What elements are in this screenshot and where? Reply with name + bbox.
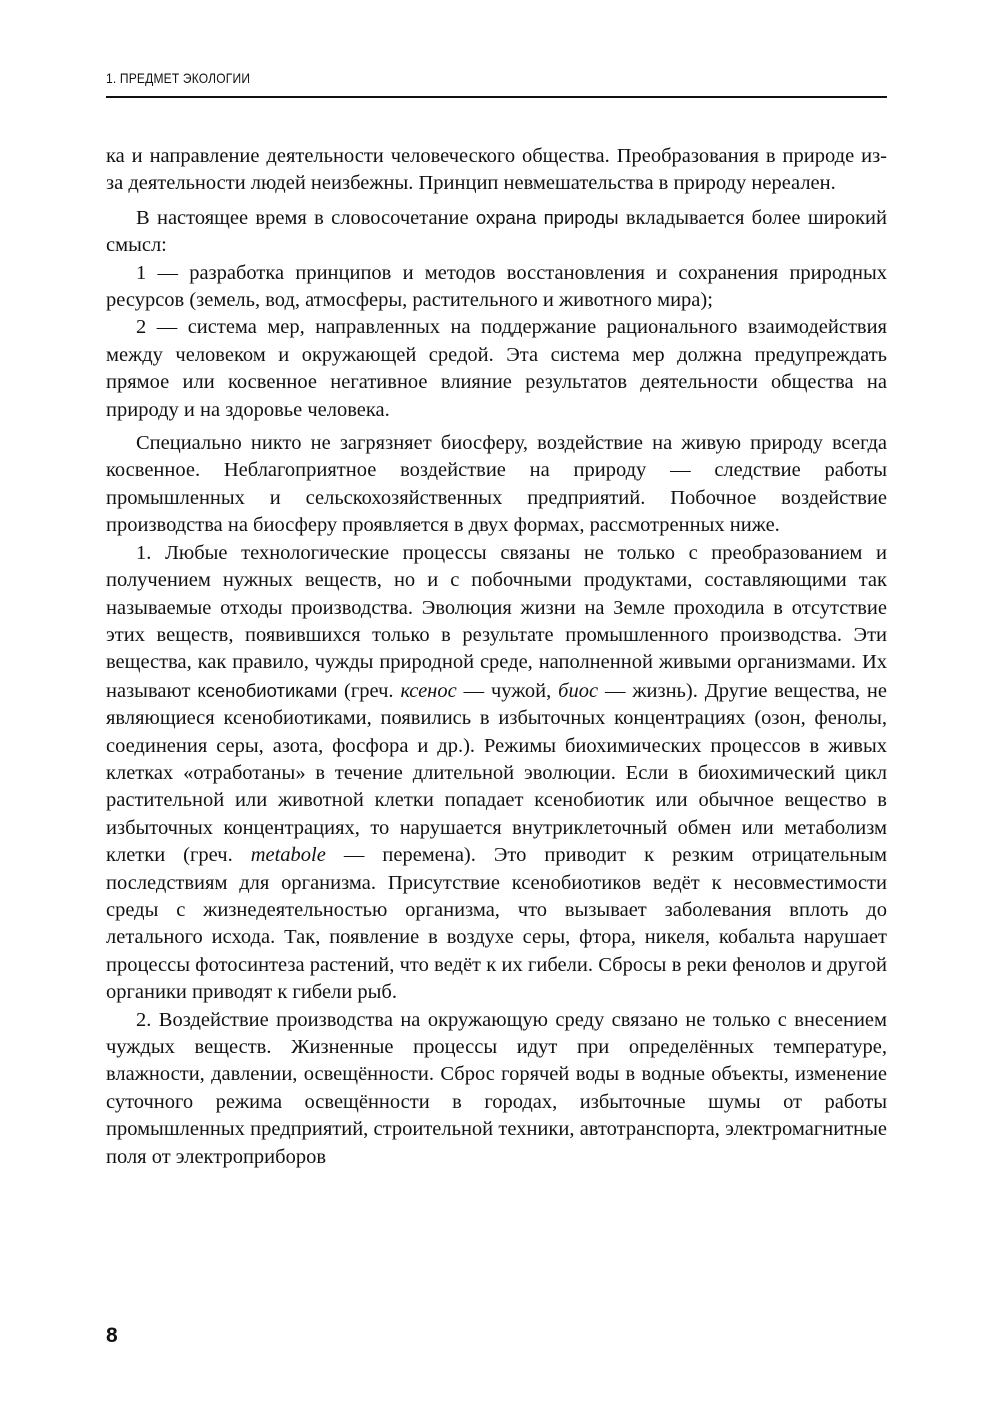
paragraph-3: 1 — разработка принципов и методов восстановления и сохранения природных ресурсов (земель, вод, атмосферы, растительного и животного мира); — [106, 261, 887, 312]
body-text — [106, 143, 887, 1171]
paragraph-6-part-d: — жизнь). Другие вещества, не являющиеся ксенобиотиками, появились в избыточных концентрациях (озон, фенолы, соединения серы, азота, фосфора и др.). Режимы биохимических процессов в живых клетках «отработаны» в течение длительной эволюции. Если в биохимический цикл растительной или животной клетки попадает ксенобиотик или обычное вещество в избыточных концентрациях, то нарушается внутриклеточный обмен или метаболизм клетки (греч. — [106, 679, 888, 867]
paragraph-6-part-b: (греч. — [337, 679, 401, 702]
page-number: 8 — [106, 1324, 118, 1347]
paragraph-4: 2 — система мер, направленных на поддержание рационального взаимодействия между человеком и окружающей средой. Эта система мер должна предупреждать прямое или косвенное негативное влияние результатов деятельности общества на природу и на здоровье человека. — [106, 316, 887, 421]
italic-bios: биос — [558, 679, 599, 702]
paragraph-2 — [106, 204, 887, 260]
paragraph-2-lead: В настоящее время в словосочетание — [136, 206, 476, 229]
paragraph-7: 2. Воздействие производства на окружающую среду связано не только с внесением чуждых веществ. Жизненные процессы идут при определённых температуре, влажности, давлении, освещённости. Сброс горячей воды в водные объекты, изменение суточного режима освещённости в городах, избыточные шумы от работы промышленных предприятий, строительной техники, автотранспорта, электромагнитные поля от электроприборов — [106, 1008, 887, 1168]
term-xenobiotics: ксенобиотиками — [197, 679, 338, 701]
paragraph-5: Специально никто не загрязняет биосферу, воздействие на живую природу всегда косвенное. Неблагоприятное воздействие на природу — следствие работы промышленных и сельскохозяйственных предприятий. Побочное воздействие производства на биосферу проявляется в двух формах, рассмотренных ниже. — [106, 432, 887, 537]
header-rule — [106, 96, 887, 98]
italic-xenos: ксенос — [400, 679, 457, 702]
paragraph-2-tail: вкладывается более широкий смысл: — [106, 206, 887, 257]
term-nature-protection: охрана природы — [475, 206, 619, 228]
paragraph-6-part-c: — чужой, — [456, 679, 559, 702]
running-head: 1. ПРЕДМЕТ ЭКОЛОГИИ — [106, 70, 251, 86]
italic-metabole: metabole — [250, 844, 326, 867]
paragraph-6-part-e: — перемена). Это приводит к резким отрицательным последствиям для организма. Присутствие ксенобиотиков ведёт к несовместимости среды с жизнедеятельностью организма, что вызывает заболевания вплоть до летального исхода. Так, появление в воздухе серы, фтора, никеля, кобальта нарушает процессы фотосинтеза растений, что ведёт к их гибели. Сбросы в реки фенолов и другой органики приводят к гибели рыб. — [106, 844, 887, 1004]
paragraph-6-part-a: 1. Любые технологические процессы связаны не только с преобразованием и получением нужных веществ, но и с побочными продуктами, составляющими так называемые отходы производства. Эволюция жизни на Земле проходила в отсутствие этих веществ, появившихся только в результате промышленного производства. Эти вещества, как правило, чужды природной среде, наполненной живыми организмами. Их называют — [106, 541, 887, 702]
paragraph-6 — [106, 540, 887, 1007]
paragraph-1: ка и направление деятельности человеческого общества. Преобразования в природе из-за деятельности людей неизбежны. Принцип невмешательства в природу нереален. — [106, 145, 887, 195]
